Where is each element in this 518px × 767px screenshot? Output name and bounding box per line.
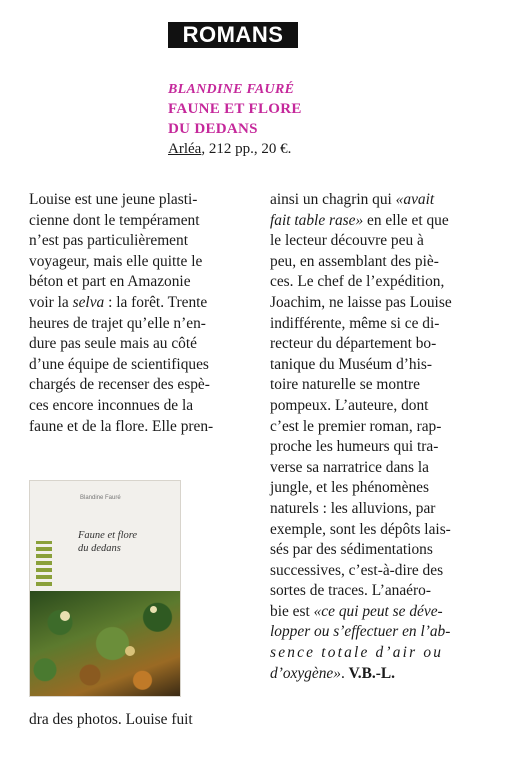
article-line: indifférente, même si ce di-	[270, 314, 440, 332]
cover-flower	[125, 646, 135, 656]
book-details: , 212 pp., 20 €.	[201, 141, 292, 157]
article-column-left	[29, 190, 247, 437]
book-title-line-2: DU DEDANS	[168, 121, 258, 137]
article-line: ces encore inconnues de la	[29, 396, 194, 414]
cover-title-line-1: Faune et flore	[78, 530, 138, 541]
article-italic: selva	[72, 293, 105, 311]
article-line	[29, 293, 247, 314]
book-publication	[168, 139, 418, 159]
cover-author: Blandine Fauré	[80, 495, 121, 501]
book-info	[168, 80, 418, 159]
article-line: dure pas seule mais au côté	[29, 335, 197, 353]
article-line	[270, 622, 497, 643]
cover-flower	[60, 611, 70, 621]
article-quote: «ce qui peut se déve-	[313, 602, 443, 620]
article-line: voyageur, mais elle quitte le	[29, 252, 203, 270]
article-line: chargés de recenser des espè-	[29, 376, 210, 394]
article-line: successives, c’est-à-dire des	[270, 561, 444, 579]
article-line: jungle, et les phénomènes	[270, 479, 429, 497]
article-text: bie est	[270, 602, 314, 620]
article-line: Joachim, ne laisse pas Louise	[270, 293, 452, 311]
article-line: sortes de traces. L’anaéro-	[270, 582, 431, 600]
article-line: peu, en assemblant des piè-	[270, 252, 439, 270]
article-line: verse sa narratrice dans la	[270, 458, 429, 476]
article-line: proche les humeurs qui tra-	[270, 438, 439, 456]
article-quote: fait table rase»	[270, 211, 364, 229]
article-quote: d’oxygène»	[270, 664, 341, 682]
article-text: en elle et que	[363, 211, 449, 229]
article-line: cienne dont le tempérament	[29, 211, 200, 229]
article-line	[270, 190, 497, 211]
cover-spine-decoration	[36, 541, 52, 586]
article-line: recteur du département bo-	[270, 335, 437, 353]
article-line: tanique du Muséum d’his-	[270, 355, 433, 373]
cover-jungle-artwork	[30, 591, 180, 696]
article-line	[270, 211, 497, 232]
book-cover-image	[29, 480, 181, 697]
cover-title	[78, 529, 168, 555]
article-line: n’est pas particulièrement	[29, 232, 188, 250]
article-line	[270, 664, 497, 685]
book-author: BLANDINE FAURÉ	[168, 82, 295, 97]
section-header: ROMANS	[168, 22, 298, 48]
article-text: ainsi un chagrin qui	[270, 191, 396, 208]
article-line: toire naturelle se montre	[270, 376, 420, 394]
article-line: béton et part en Amazonie	[29, 273, 191, 291]
article-text: .	[340, 664, 349, 682]
article-quote: sence totale d’air ou	[270, 644, 444, 662]
article-line: sés par des sédimentations	[270, 541, 433, 559]
article-line: c’est le premier roman, rap-	[270, 417, 442, 435]
article-line: d’une équipe de scientifiques	[29, 355, 209, 373]
article-line: heures de trajet qu’elle n’en-	[29, 314, 206, 332]
article-line: ces. Le chef de l’expédition,	[270, 273, 445, 291]
article-quote: lopper ou s’effectuer en l’ab-	[270, 623, 451, 641]
article-line: faune et de la flore. Elle pren-	[29, 417, 214, 435]
book-title-line-1: FAUNE ET FLORE	[168, 101, 302, 117]
article-line: le lecteur découvre peu à	[270, 232, 424, 250]
article-line: pompeux. L’auteure, dont	[270, 396, 429, 414]
article-text: voir la	[29, 293, 73, 311]
article-line: naturels : les alluvions, par	[270, 499, 436, 517]
article-line	[270, 643, 497, 664]
cover-flower	[150, 606, 157, 613]
article-line: dra des photos. Louise fuit	[29, 711, 193, 728]
author-signature: V.B.-L.	[348, 664, 395, 682]
cover-title-line-2: du dedans	[78, 543, 121, 554]
article-column-right	[270, 190, 497, 684]
article-text: : la forêt. Trente	[104, 293, 208, 311]
article-line: Louise est une jeune plasti-	[29, 191, 198, 208]
book-publisher: Arléa	[168, 141, 202, 157]
article-quote: «avait	[395, 191, 435, 208]
article-line: exemple, sont les dépôts lais-	[270, 520, 451, 538]
article-line	[270, 602, 497, 623]
